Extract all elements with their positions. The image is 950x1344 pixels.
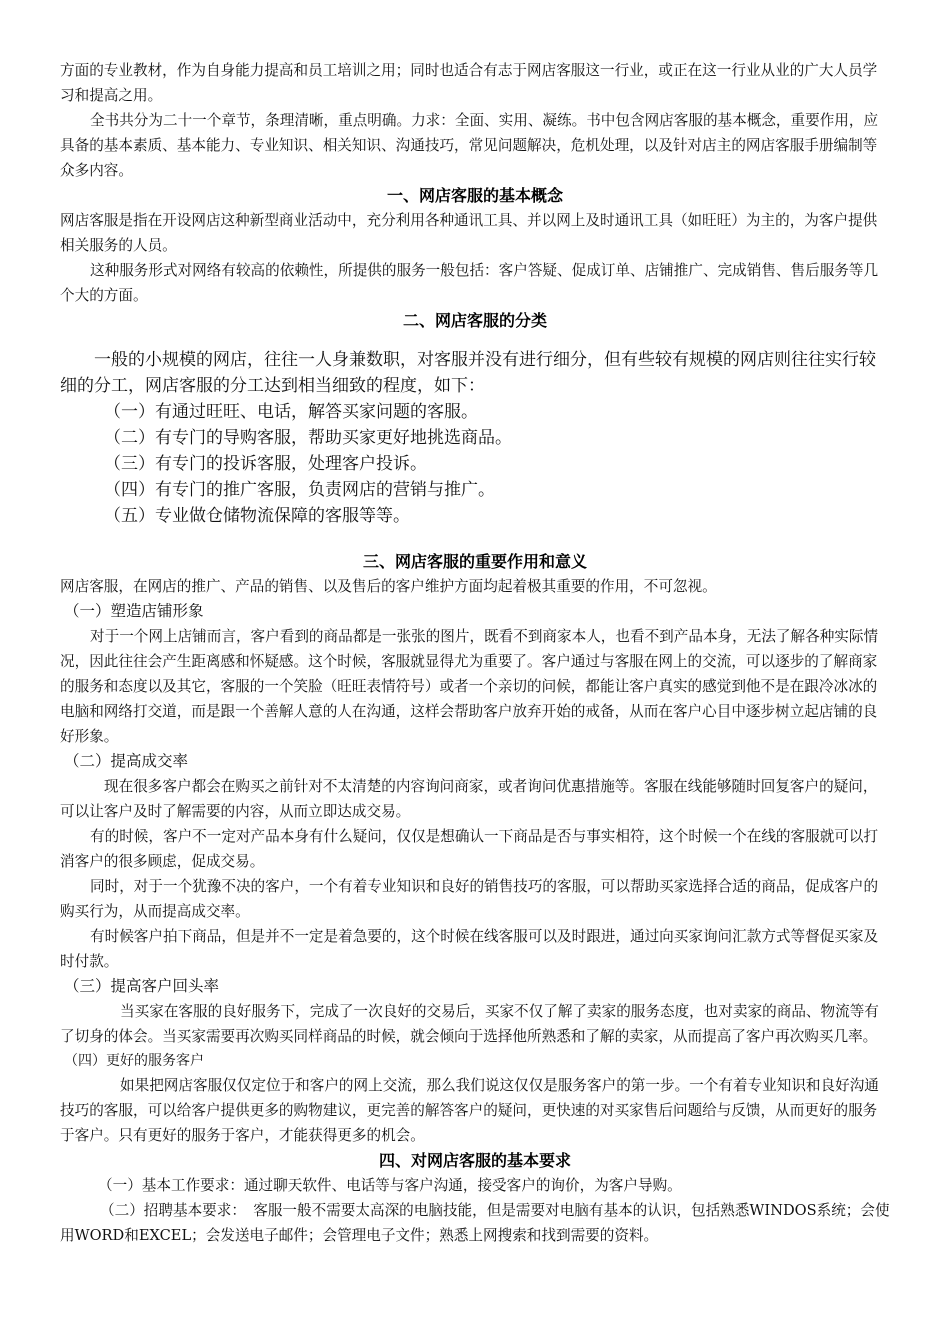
list-item: （三）有专门的投诉客服，处理客户投诉。 (104, 454, 427, 474)
subsection-2-paragraph-2: 有的时候，客户不一定对产品本身有什么疑问，仅仅是想确认一下商品是否与事实相符，这个时候一个在线的客服就可以打消客户的很多顾虑，促成交易。 (60, 828, 879, 870)
list-item: （五）专业做仓储物流保障的客服等等。 (104, 506, 410, 526)
document-page (60, 58, 890, 1248)
subsection-1-paragraph-1: 对于一个网上店铺而言，客户看到的商品都是一张张的图片，既看不到商家本人，也看不到产品本身，无法了解各种实际情况，因此往往会产生距离感和怀疑感。这个时候，客服就显得尤为重要了。客户通过与客服在网上的交流，可以逐步的了解商家的服务和态度以及其它，客服的一个笑脸（旺旺表情符号）或者一个亲切的问候，都能让客户真实的感觉到他不是在跟冷冰冰的电脑和网络打交道，而是跟一个善解人意的人在沟通，这样会帮助客户放弃开始的戒备，从而在客户心目中逐步树立起店铺的良好形象。 (60, 628, 879, 745)
section-3-paragraph-1: 网店客服，在网店的推广、产品的销售、以及售后的客户维护方面均起着极其重要的作用，不可忽视。 (60, 578, 717, 595)
subsection-4-heading: （四）更好的服务客户 (64, 1053, 204, 1069)
intro-paragraph-2: 全书共分为二十一个章节，条理清晰，重点明确。力求：全面、实用、凝练。书中包含网店客服的基本概念，重要作用，应具备的基本素质、基本能力、专业知识、相关知识、沟通技巧，常见问题解决，危机处理，以及针对店主的网店客服手册编制等众多内容。 (60, 112, 879, 179)
section-1-paragraph-1: 网店客服是指在开设网店这种新型商业活动中，充分利用各种通讯工具、并以网上及时通讯工具（如旺旺）为主的，为客户提供相关服务的人员。 (60, 212, 878, 254)
section-3-heading: 三、网店客服的重要作用和意义 (362, 552, 587, 571)
list-item: （一）有通过旺旺、电话，解答买家问题的客服。 (104, 402, 478, 422)
section-4-paragraph-1: （一）基本工作要求：通过聊天软件、电话等与客户沟通，接受客户的询价，为客户导购。 (98, 1177, 682, 1194)
section-4-heading: 四、对网店客服的基本要求 (378, 1151, 571, 1170)
spacer (60, 529, 890, 549)
section-2-paragraph-1: 一般的小规模的网店，往往一人身兼数职，对客服并没有进行细分，但有些较有规模的网店则往往实行较细的分工，网店客服的分工达到相当细致的程度，如下： (60, 350, 876, 396)
intro-paragraph-1: 方面的专业教材，作为自身能力提高和员工培训之用；同时也适合有志于网店客服这一行业，或正在这一行业从业的广大人员学习和提高之用。 (60, 62, 878, 104)
section-2-list (60, 399, 890, 529)
subsection-3-paragraph-1: 当买家在客服的良好服务下，完成了一次良好的交易后，买家不仅了解了卖家的服务态度，也对卖家的商品、物流等有了切身的体会。当买家需要再次购买同样商品的时候，就会倾向于选择他所熟悉和了解的卖家，从而提高了客户再次购买几率。 (60, 1003, 879, 1045)
subsection-3-heading: （三）提高客户回头率 (64, 977, 220, 995)
spacer (60, 333, 890, 347)
section-2-heading: 二、网店客服的分类 (402, 311, 547, 330)
section-1-paragraph-2: 这种服务形式对网络有较高的依赖性，所提供的服务一般包括：客户答疑、促成订单、店铺推广、完成销售、售后服务等几个大的方面。 (60, 262, 879, 304)
subsection-2-paragraph-4: 有时候客户拍下商品，但是并不一定是着急要的，这个时候在线客服可以及时跟进，通过向买家询问汇款方式等督促买家及时付款。 (60, 928, 879, 970)
subsection-2-heading: （二）提高成交率 (64, 752, 189, 770)
subsection-2-paragraph-3: 同时，对于一个犹豫不决的客户，一个有着专业知识和良好的销售技巧的客服，可以帮助买家选择合适的商品，促成客户的购买行为，从而提高成交率。 (60, 878, 879, 920)
subsection-1-heading: （一）塑造店铺形象 (64, 602, 204, 620)
subsection-4-paragraph-1: 如果把网店客服仅仅定位于和客户的网上交流，那么我们说这仅仅是服务客户的第一步。一个有着专业知识和良好沟通技巧的客服，可以给客户提供更多的购物建议，更完善的解答客户的疑问，更快速的对买家售后问题给与反馈，从而更好的服务于客户。只有更好的服务于客户，才能获得更多的机会。 (60, 1077, 879, 1144)
subsection-2-paragraph-1: 现在很多客户都会在购买之前针对不太清楚的内容询问商家，或者询问优惠措施等。客服在线能够随时回复客户的疑问，可以让客户及时了解需要的内容，从而立即达成交易。 (60, 778, 878, 820)
section-4-paragraph-2: （二）招聘基本要求： 客服一般不需要太高深的电脑技能，但是需要对电脑有基本的认识，包括熟悉WINDOS系统；会使用WORD和EXCEL；会发送电子邮件；会管理电子文件；熟悉上网搜索和找到需要的资料。 (60, 1202, 890, 1244)
list-item: （二）有专门的导购客服，帮助买家更好地挑选商品。 (104, 428, 512, 448)
list-item: （四）有专门的推广客服，负责网店的营销与推广。 (104, 480, 495, 500)
section-1-heading: 一、网店客服的基本概念 (386, 186, 563, 205)
